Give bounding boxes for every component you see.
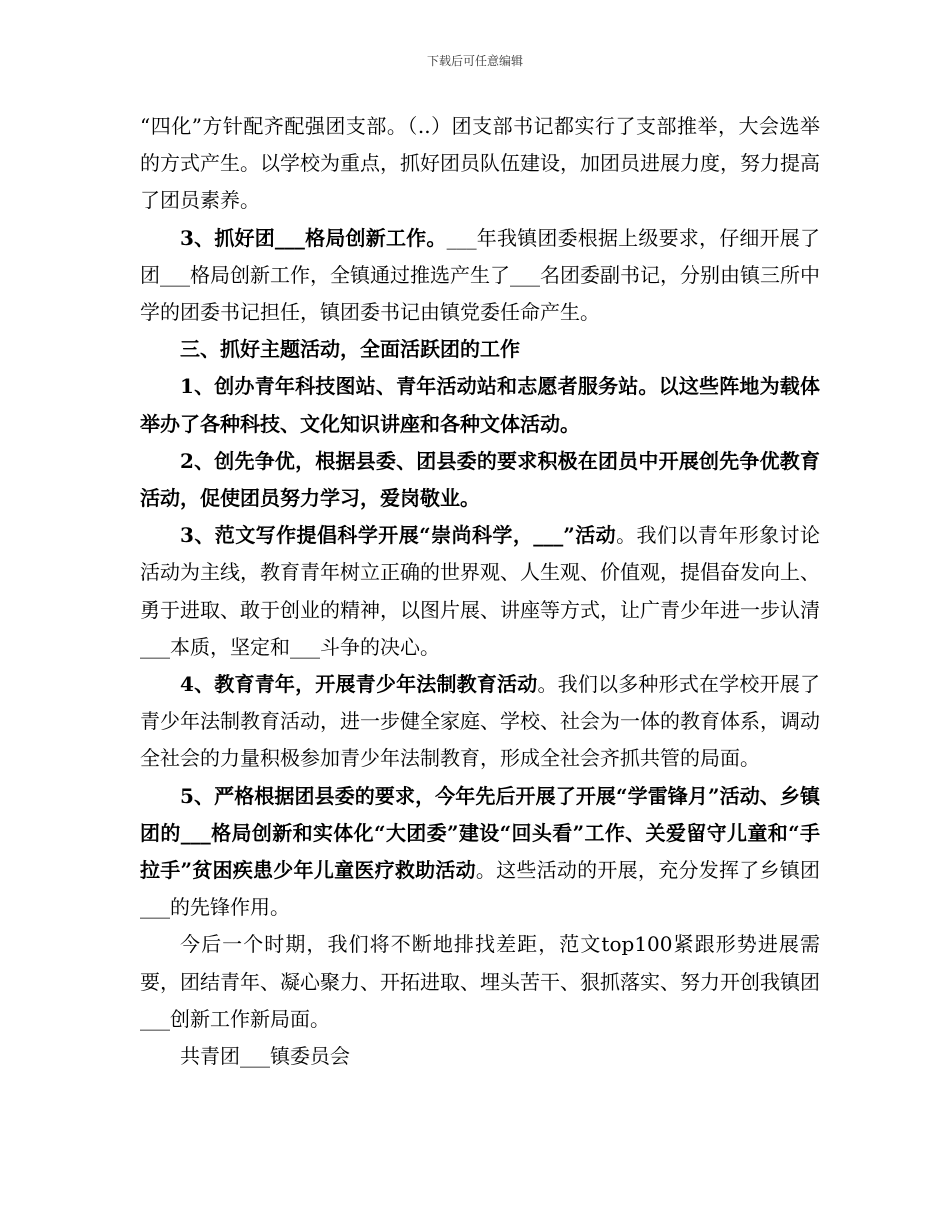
paragraph-continuation	[140, 108, 820, 220]
paragraph-text: 。这些活动的开展，充分发挥了乡镇团___的先锋作用。	[140, 858, 820, 920]
paragraph-heading: 1、创办青年科技图站、青年活动站和志愿者服务站。以这些阵地为载体举办了各种科技、文化知识讲座和各种文体活动。	[140, 374, 820, 436]
paragraph-conclusion	[140, 926, 820, 1038]
paragraph-heading: 2、创先争优，根据县委、团县委的要求积极在团员中开展创先争优教育活动，促使团员努力学习，爱岗敬业。	[140, 448, 820, 511]
paragraph-heading: 5、严格根据团县委的要求，今年先后开展了开展“学雷锋月”活动、乡镇团的___格局创新和实体化“大团委”建设“回头看”工作、关爱留守儿童和“手拉手”贫困疾患少年儿童医疗救助活动	[140, 783, 820, 883]
section-heading-3	[140, 331, 820, 368]
paragraph-activity-4	[140, 666, 820, 778]
paragraph-heading: 3、范文写作提倡科学开展“崇尚科学，___”活动	[180, 523, 617, 548]
document-body	[140, 108, 820, 1075]
signature-text: 共青团___镇委员会	[180, 1044, 350, 1069]
paragraph-text: 今后一个时期，我们将不断地排找差距，范文top100紧跟形势进展需要，团结青年、凝心聚力、开拓进取、埋头苦干、狠抓落实、努力开创我镇团___创新工作新局面。	[140, 932, 820, 1031]
section-heading-text: 三、抓好主题活动，全面活跃团的工作	[180, 337, 520, 362]
paragraph-activity-5	[140, 778, 820, 927]
paragraph-activity-1	[140, 368, 820, 442]
paragraph-text: “四化”方针配齐配强团支部。（..）团支部书记都实行了支部推举，大会选举的方式产生。以学校为重点，抓好团员队伍建设，加团员进展力度，努力提高了团员素养。	[140, 114, 820, 213]
page-header: 下载后可任意编辑	[426, 54, 523, 68]
paragraph-activity-2	[140, 443, 820, 517]
paragraph-heading: 4、教育青年，开展青少年法制教育活动	[180, 672, 538, 697]
paragraph-heading: 3、抓好团___格局创新工作。	[180, 225, 447, 250]
paragraph-text: ___年我镇团委根据上级要求，仔细开展了团___格局创新工作，全镇通过推选产生了___名团委副书记，分别由镇三所中学的团委书记担任，镇团委书记由镇党委任命产生。	[140, 225, 821, 325]
paragraph-text: 。我们以青年形象讨论活动为主线，教育青年树立正确的世界观、人生观、价值观，提倡奋发向上、勇于进取、敢于创业的精神，以图片展、讲座等方式，让广青少年进一步认清___本质，坚定和___斗争的决心。	[140, 523, 820, 659]
paragraph-text: 。我们以多种形式在学校开展了青少年法制教育活动，进一步健全家庭、学校、社会为一体的教育体系，调动全社会的力量积极参加青少年法制教育，形成全社会齐抓共管的局面。	[140, 672, 821, 771]
signature	[140, 1038, 820, 1075]
paragraph-activity-3	[140, 517, 820, 666]
paragraph-item-3	[140, 220, 820, 332]
